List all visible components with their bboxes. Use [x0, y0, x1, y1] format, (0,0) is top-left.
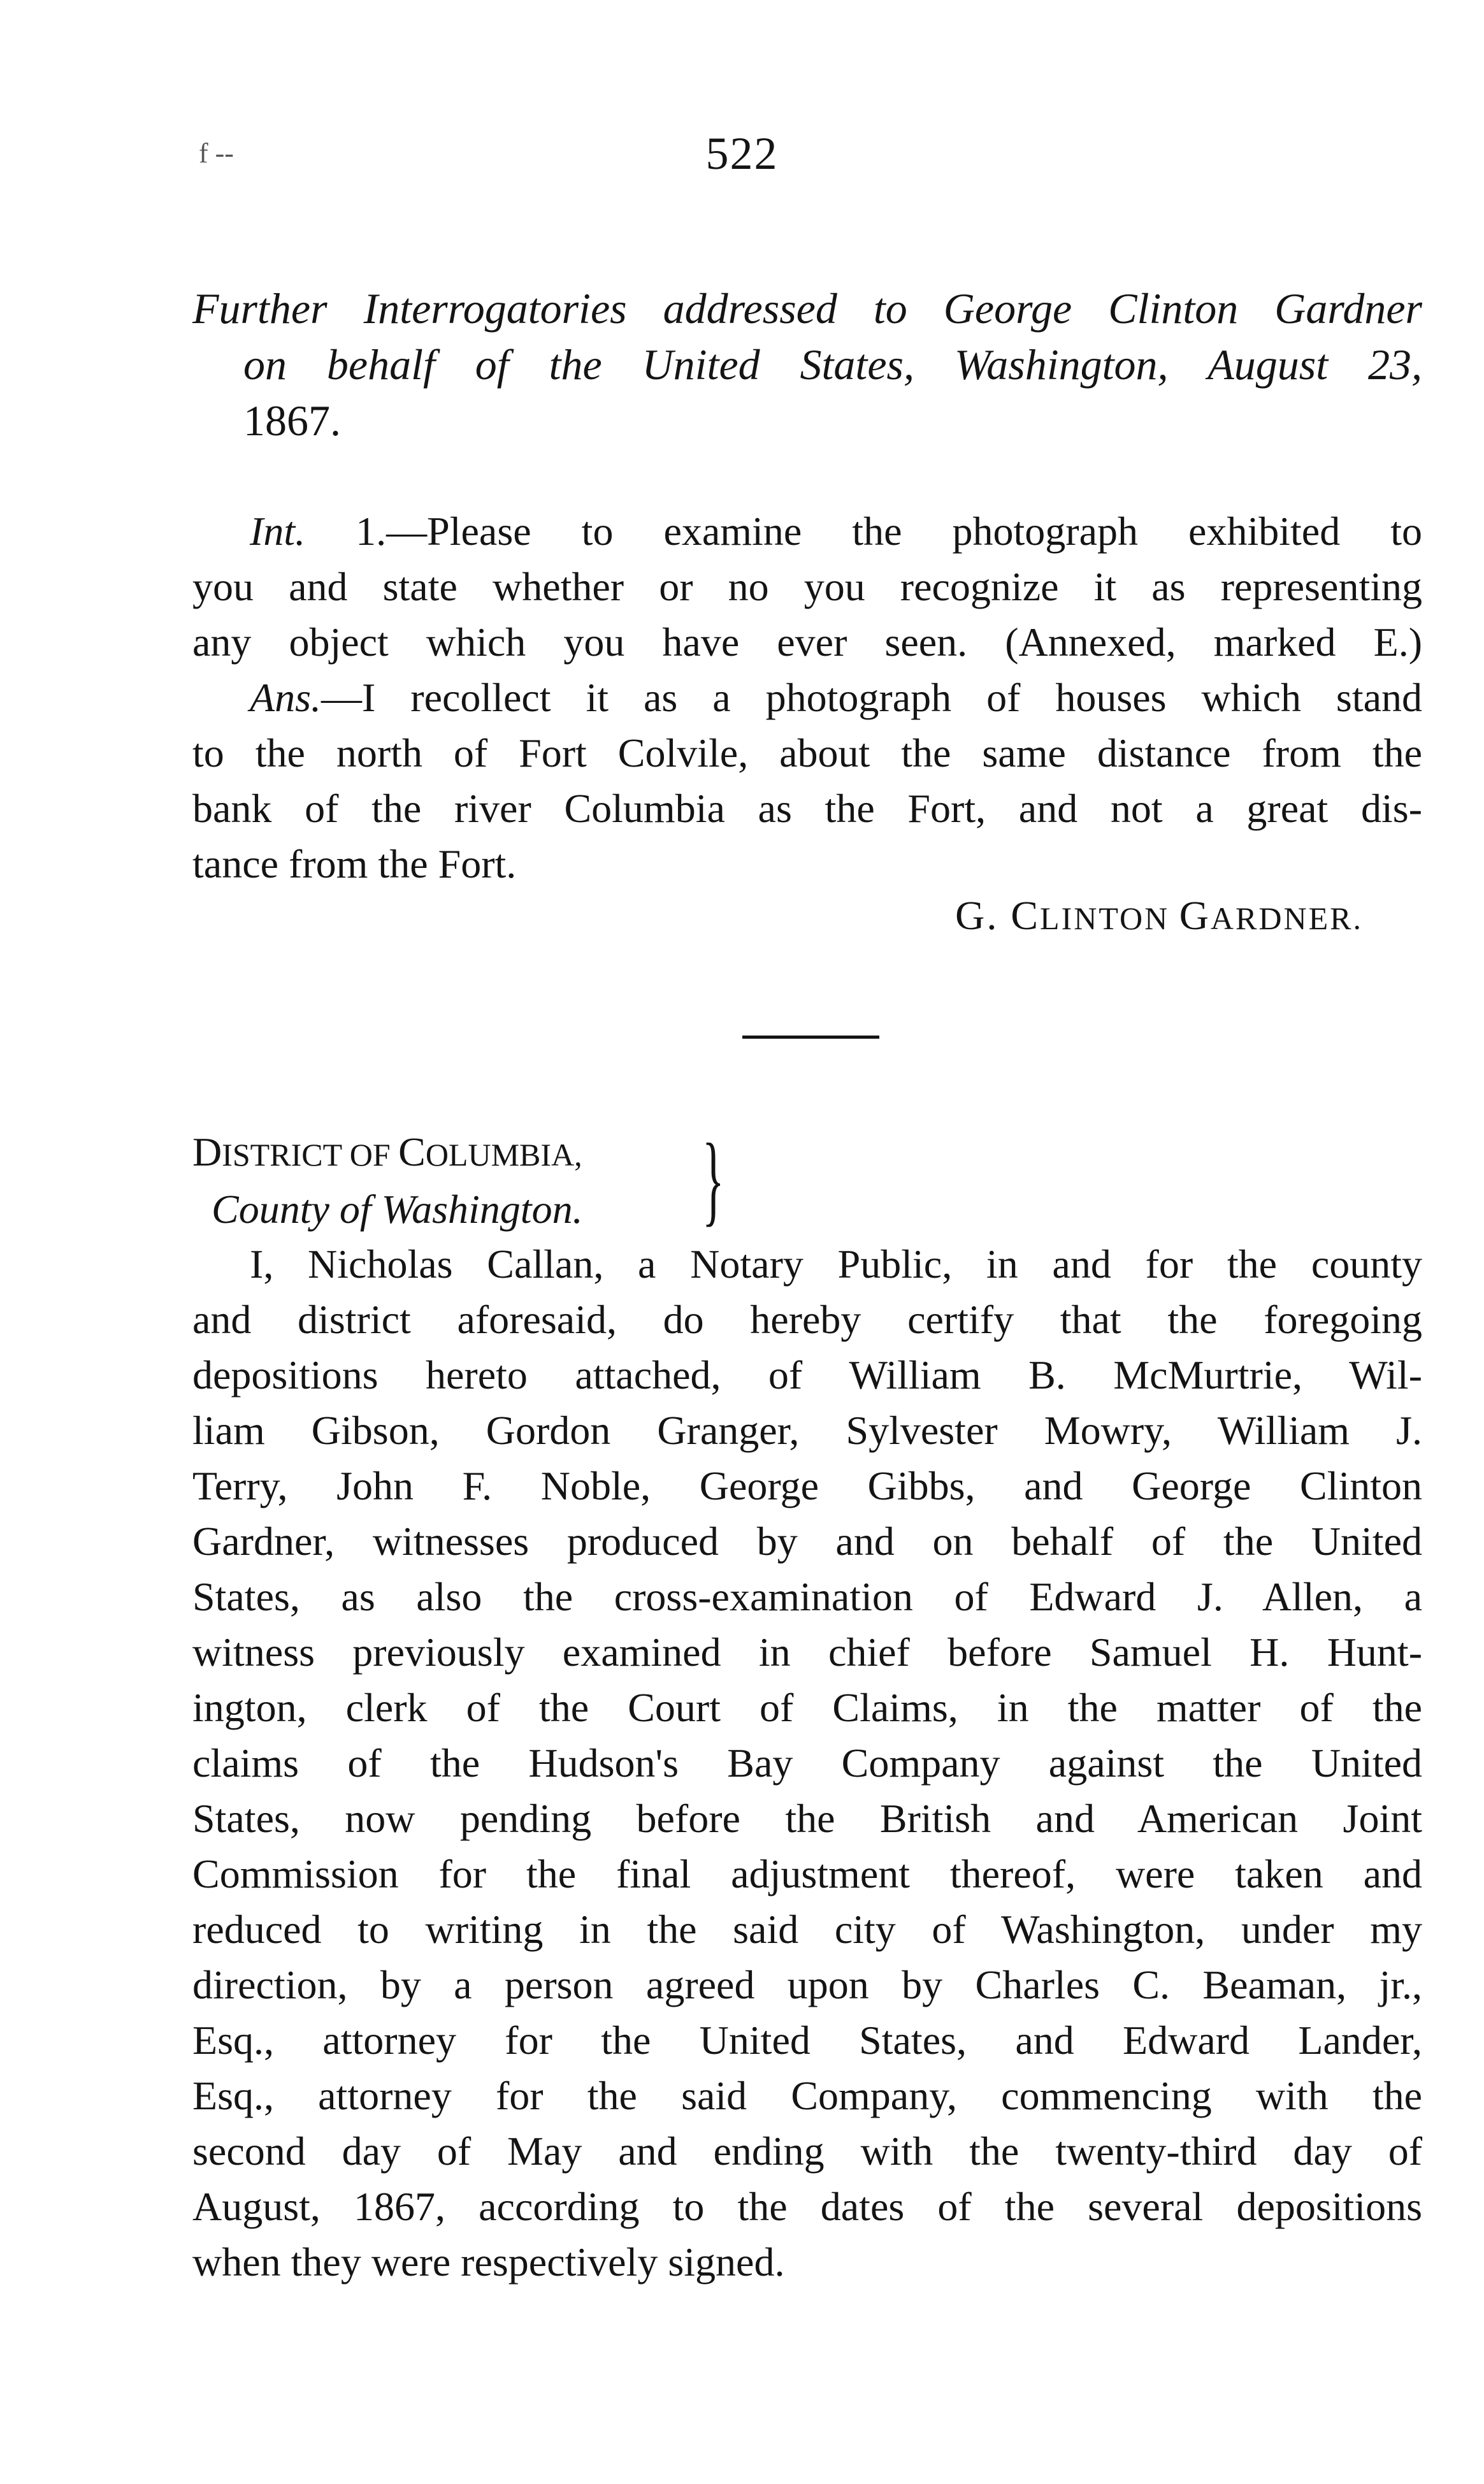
cert-line-18: August, 1867, according to the dates of the several depositions [192, 2184, 1422, 2229]
venue-district [192, 1125, 583, 1182]
int-label: Int. [250, 509, 306, 554]
district-rest-2: OLUMBIA, [425, 1137, 582, 1173]
cert-line-16: Esq., attorney for the said Company, commencing with the [192, 2073, 1422, 2118]
cert-line-14: direction, by a person agreed upon by Charles C. Beaman, jr., [192, 1962, 1422, 2007]
int-line-1 [192, 503, 1422, 559]
ans-label: Ans. [250, 675, 321, 720]
signature [955, 892, 1363, 939]
venue-county [192, 1182, 583, 1237]
cert-line-15: Esq., attorney for the United States, and Edward Lander, [192, 2018, 1422, 2063]
ans-line-4: tance from the Fort. [192, 841, 517, 886]
venue-brace: } [702, 1122, 724, 1236]
cert-line-4: liam Gibson, Gordon Granger, Sylvester Mowry, William J. [192, 1408, 1422, 1453]
page-number: 522 [705, 128, 779, 179]
signature-last-rest: ARDNER. [1210, 900, 1363, 936]
cert-line-17: second day of May and ending with the twenty-third day of [192, 2128, 1422, 2174]
int-line-2: you and state whether or no you recognize it as representing [192, 564, 1422, 609]
signature-initial: G. [955, 893, 1011, 938]
cert-line-19: when they were respectively signed. [192, 2239, 785, 2285]
ans-line-1 [192, 670, 1422, 725]
cert-line-3: depositions hereto attached, of William B. McMurtrie, Wil- [192, 1352, 1422, 1397]
cert-line-10: claims of the Hudson's Bay Company against the United [192, 1740, 1422, 1786]
heading-line-1: Further Interrogatories addressed to George Clinton Gardner [192, 284, 1422, 333]
signature-first-cap: C [1011, 893, 1041, 938]
margin-mark: f -- [199, 138, 234, 169]
cert-line-13: reduced to writing in the said city of Washington, under my [192, 1907, 1422, 1952]
int-line-3: any object which you have ever seen. (Annexed, marked E.) [192, 619, 1422, 665]
cert-line-9: ington, clerk of the Court of Claims, in the matter of the [192, 1685, 1422, 1730]
heading [192, 280, 1422, 449]
district-cap-1: D [192, 1129, 222, 1174]
interrogatory-block [192, 503, 1422, 892]
heading-line-3: 1867. [243, 396, 341, 445]
signature-last-cap: G [1179, 893, 1211, 938]
cert-line-7: States, as also the cross-examination of Edward J. Allen, a [192, 1574, 1422, 1619]
ans-line-3: bank of the river Columbia as the Fort, and not a great dis- [192, 786, 1422, 831]
notary-certificate [192, 1236, 1422, 2290]
cert-line-2: and district aforesaid, do hereby certify that the foregoing [192, 1297, 1422, 1342]
heading-line-2: on behalf of the United States, Washington, August 23, [243, 340, 1422, 389]
cert-line-11: States, now pending before the British and American Joint [192, 1796, 1422, 1841]
district-rest-1: ISTRICT OF [222, 1137, 399, 1173]
cert-line-1: I, Nicholas Callan, a Notary Public, in and for the county [250, 1241, 1422, 1287]
int-text-1: 1.—Please to examine the photograph exhibited to [305, 509, 1422, 554]
signature-first-rest: LINTON [1040, 900, 1179, 936]
ans-text-1: —I recollect it as a photograph of houses which stand [321, 675, 1422, 720]
county-text: County of Washington. [212, 1187, 583, 1232]
district-cap-2: C [398, 1129, 426, 1174]
cert-line-8: witness previously examined in chief before Samuel H. Hunt- [192, 1629, 1422, 1675]
ans-line-2: to the north of Fort Colvile, about the same distance from the [192, 730, 1422, 776]
venue-caption [192, 1122, 724, 1237]
cert-line-5: Terry, John F. Noble, George Gibbs, and George Clinton [192, 1463, 1422, 1508]
section-divider [742, 1036, 879, 1039]
cert-line-12: Commission for the final adjustment thereof, were taken and [192, 1851, 1422, 1896]
cert-line-6: Gardner, witnesses produced by and on behalf of the United [192, 1519, 1422, 1564]
